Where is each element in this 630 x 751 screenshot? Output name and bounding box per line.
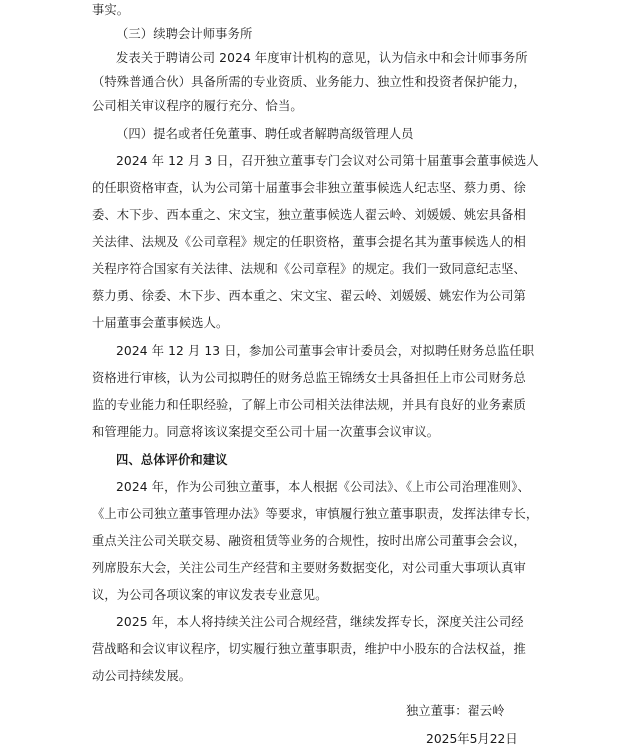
text-line: 十届董事会董事候选人。 (92, 316, 229, 330)
text-line: 关程序符合国家有关法律、法规和《公司章程》的规定。我们一致同意纪志坚、 (92, 262, 526, 276)
text-line: 动公司持续发展。 (92, 669, 192, 683)
signature-date: 2025年5月22日 (426, 732, 518, 746)
text-line: 重点关注公司关联交易、融资租赁等业务的合规性，按时出席公司董事会会议， (92, 534, 526, 548)
text-line: 委、木下步、西本重之、宋文宝，独立董事候选人翟云岭、刘媛媛、姚宏具备相 (92, 208, 526, 222)
text-line: 2024 年，作为公司独立董事，本人根据《公司法》、《上市公司治理准则》、 (116, 480, 530, 494)
text-line: 发表关于聘请公司 2024 年度审计机构的意见，认为信永中和会计师事务所 (116, 51, 528, 65)
text-line: 和管理能力。同意将该议案提交至公司十届一次董事会议审议。 (92, 425, 440, 439)
section-heading: （三）续聘会计师事务所 (116, 27, 253, 41)
text-line: 的任职资格审查，认为公司第十届董事会非独立董事候选人纪志坚、蔡力勇、徐 (92, 181, 526, 195)
text-line: 关法律、法规及《公司章程》规定的任职资格，董事会提名其为董事候选人的相 (92, 235, 526, 249)
text-line: 《上市公司独立董事管理办法》等要求，审慎履行独立董事职责，发挥法律专长， (92, 507, 539, 521)
text-line: 监的专业能力和任职经验，了解上市公司相关法律法规，并具有良好的业务素质 (92, 398, 526, 412)
text-line: 2024 年 12 月 13 日，参加公司董事会审计委员会，对拟聘任财务总监任职 (116, 344, 535, 358)
text-line: 事实。 (92, 3, 130, 17)
chapter-heading: 四、总体评价和建议 (116, 453, 228, 467)
signature-name: 独立董事：翟云岭 (406, 704, 505, 718)
text-line: 公司相关审议程序的履行充分、恰当。 (92, 99, 303, 113)
text-line: 营战略和会议审议程序，切实履行独立董事职责，维护中小股东的合法权益，推 (92, 642, 526, 656)
text-line: 2025 年，本人将持续关注公司合规经营，继续发挥专长，深度关注公司经 (116, 615, 524, 629)
text-line: 2024 年 12 月 3 日，召开独立董事专门会议对公司第十届董事会董事候选人 (116, 154, 539, 168)
text-line: （特殊普通合伙）具备所需的专业资质、业务能力、独立性和投资者保护能力， (92, 75, 526, 89)
text-line: 列席股东大会，关注公司生产经营和主要财务数据变化，对公司重大事项认真审 (92, 561, 526, 575)
text-line: 蔡力勇、徐委、木下步、西本重之、宋文宝、翟云岭、刘媛媛、姚宏作为公司第 (92, 289, 526, 303)
text-line: 议，为公司各项议案的审议发表专业意见。 (92, 588, 328, 602)
text-line: 资格进行审核，认为公司拟聘任的财务总监王锦绣女士具备担任上市公司财务总 (92, 371, 526, 385)
section-heading: （四）提名或者任免董事、聘任或者解聘高级管理人员 (116, 127, 414, 141)
